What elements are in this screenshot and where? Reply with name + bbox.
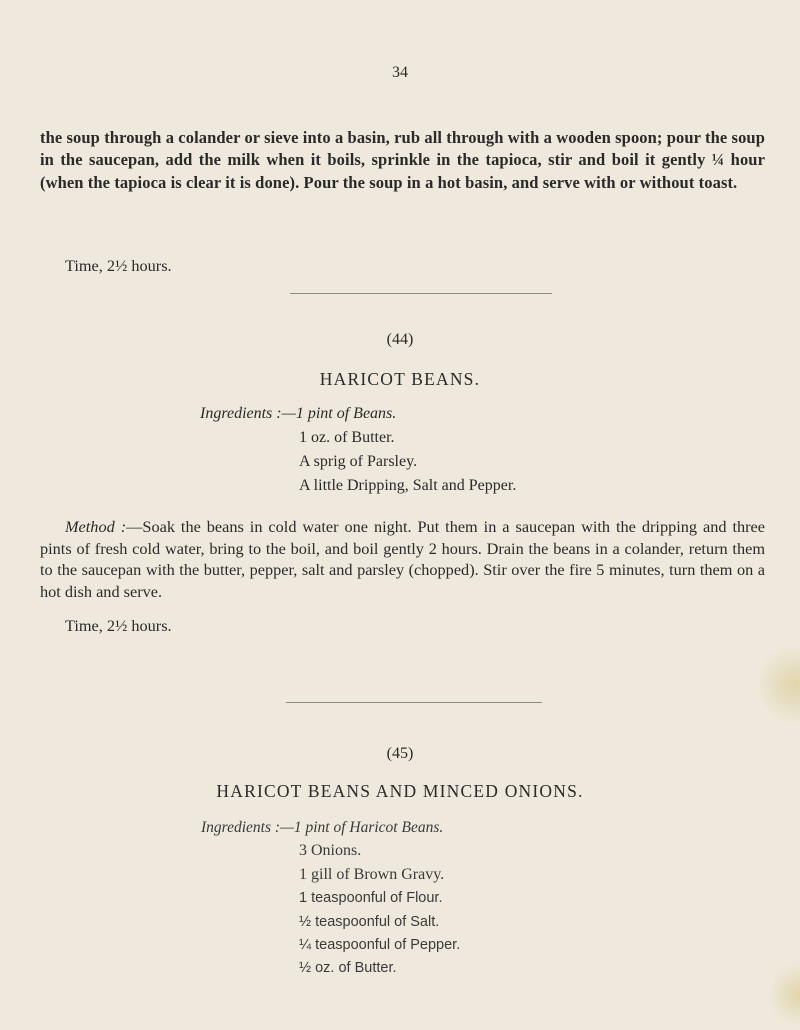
recipe-45-number: (45)	[386, 745, 414, 762]
ingredient-item: 1 gill of Brown Gravy.	[299, 866, 445, 883]
ingredient-item: 1 oz. of Butter.	[299, 429, 395, 446]
divider-rule-2	[286, 702, 542, 703]
ingredient-item: ½ teaspoonful of Salt.	[299, 914, 440, 930]
ingredients-label: Ingredients :—1 pint of Haricot Beans.	[201, 819, 444, 836]
ingredient-item: ¼ teaspoonful of Pepper.	[299, 937, 461, 953]
method-paragraph	[40, 516, 765, 603]
page-number: 34	[392, 64, 408, 81]
ingredients-label: Ingredients :—1 pint of Beans.	[200, 405, 397, 422]
ingredient-item: 3 Onions.	[299, 842, 362, 859]
divider-rule-1	[290, 293, 552, 294]
ingredient-item: 1 teaspoonful of Flour.	[299, 890, 443, 906]
intro-paragraph: the soup through a colander or sieve into a basin, rub all through with a wooden spoon; pour the soup in the saucepan, add the milk when it boils, sprinkle in the tapioca, stir and boil it gently ¼ hour (when the tapioca is clear it is done). Pour the soup in a hot basin, and serve with or without toast.	[40, 128, 765, 192]
paper-stain	[770, 960, 800, 1030]
ingredient-item: A little Dripping, Salt and Pepper.	[299, 477, 517, 494]
method-text: —Soak the beans in cold water one night. Put them in a saucepan with the dripping and three pints of fresh cold water, bring to the boil, and boil gently 2 hours. Drain the beans in a colander, return them to the saucepan with the butter, pepper, salt and parsley (chopped). Stir over the fire 5 minutes, turn them on a hot dish and serve.	[40, 517, 765, 602]
recipe-44-title: HARICOT BEANS.	[319, 369, 481, 389]
recipe-44-number: (44)	[386, 331, 414, 348]
ingredient-item: A sprig of Parsley.	[299, 453, 418, 470]
recipe-45-title: HARICOT BEANS AND MINCED ONIONS.	[216, 781, 584, 801]
paper-stain	[760, 640, 800, 730]
ingredient-item: ½ oz. of Butter.	[299, 960, 397, 976]
recipe-44-time: Time, 2½ hours.	[65, 616, 172, 635]
intro-time: Time, 2½ hours.	[65, 256, 172, 275]
method-label: Method :	[65, 517, 127, 536]
